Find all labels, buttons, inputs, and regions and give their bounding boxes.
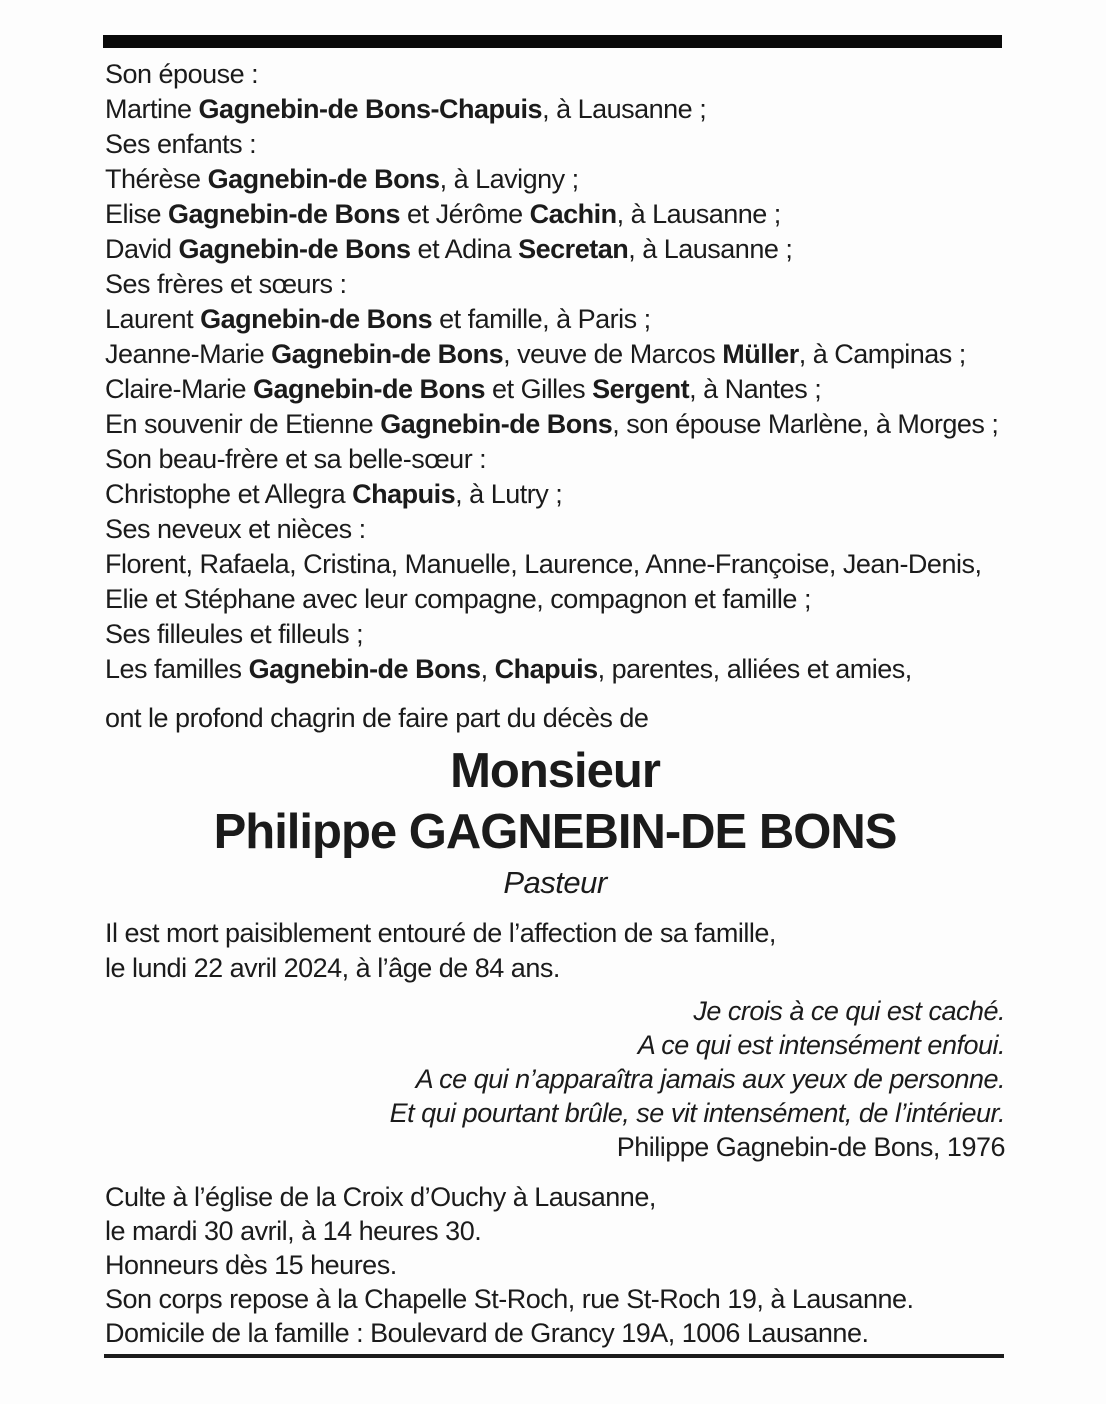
ceremony-details <box>105 1180 1005 1350</box>
family-line <box>105 617 1005 652</box>
bottom-rule <box>104 1354 1004 1358</box>
text-segment: , parentes, alliées et amies, <box>597 654 912 684</box>
quote-attribution: Philippe Gagnebin-de Bons, 1976 <box>616 1132 1005 1162</box>
text-segment: Les familles <box>105 654 249 684</box>
text-segment: Jeanne-Marie <box>105 339 272 369</box>
family-line <box>105 337 1005 372</box>
family-name: Secretan <box>518 234 629 264</box>
quote-line: Je crois à ce qui est caché. <box>693 996 1005 1026</box>
family-line <box>105 57 1005 92</box>
text-segment: , à Lavigny ; <box>439 164 579 194</box>
text-segment: Elise <box>105 199 169 229</box>
deceased-role: Pasteur <box>503 865 607 900</box>
text-segment: et Jérôme <box>400 199 530 229</box>
text-segment: , à Lausanne ; <box>542 94 707 124</box>
text-segment: Ses filleules et filleuls ; <box>105 619 364 649</box>
text-segment: et famille, à Paris ; <box>432 304 651 334</box>
text-segment: Ses frères et sœurs : <box>105 269 347 299</box>
text-segment: En souvenir de Etienne <box>105 409 381 439</box>
family-name: Müller <box>722 339 799 369</box>
text-segment: Claire-Marie <box>105 374 254 404</box>
text-segment: , à Lausanne ; <box>616 199 781 229</box>
family-name: Gagnebin-de Bons <box>253 374 486 404</box>
family-name: Gagnebin-de Bons <box>248 654 481 684</box>
family-line <box>105 127 1005 162</box>
text-segment: , <box>480 654 495 684</box>
ceremony-line: Honneurs dès 15 heures. <box>105 1250 397 1280</box>
death-statement <box>105 916 1005 986</box>
text-segment: , à Lutry ; <box>455 479 563 509</box>
family-line <box>105 232 1005 267</box>
text-segment: Thérèse <box>105 164 208 194</box>
ceremony-line: Domicile de la famille : Boulevard de Grancy 19A, 1006 Lausanne. <box>105 1318 869 1348</box>
family-line <box>105 582 1005 617</box>
family-line <box>105 512 1005 547</box>
deceased-name: Philippe GAGNEBIN-DE BONS <box>213 805 897 859</box>
text-segment: Son beau-frère et sa belle-sœur : <box>105 444 487 474</box>
ceremony-line: Culte à l’église de la Croix d’Ouchy à Lausanne, <box>105 1182 656 1212</box>
family-line <box>105 652 1005 687</box>
text-segment: Christophe et Allegra <box>105 479 353 509</box>
family-name: Gagnebin-de Bons <box>168 199 401 229</box>
family-name: Sergent <box>592 374 690 404</box>
text-segment: Son épouse : <box>105 59 259 89</box>
text-segment: et Gilles <box>485 374 593 404</box>
family-name: Gagnebin-de Bons-Chapuis <box>198 94 543 124</box>
death-line: Il est mort paisiblement entouré de l’affection de sa famille, <box>105 918 776 948</box>
text-segment: Ses enfants : <box>105 129 257 159</box>
memorial-quote <box>105 994 1005 1130</box>
family-line <box>105 407 1005 442</box>
family-name: Chapuis <box>494 654 598 684</box>
text-segment: et Adina <box>410 234 519 264</box>
family-name: Gagnebin-de Bons <box>178 234 411 264</box>
text-segment: , son épouse Marlène, à Morges ; <box>612 409 999 439</box>
text-segment: Laurent <box>105 304 201 334</box>
text-segment: , à Nantes ; <box>689 374 822 404</box>
text-segment: Elie et Stéphane avec leur compagne, compagnon et famille ; <box>105 584 811 614</box>
text-segment: Martine <box>105 94 199 124</box>
quote-line: Et qui pourtant brûle, se vit intensément, de l’intérieur. <box>389 1098 1005 1128</box>
family-line <box>105 477 1005 512</box>
text-segment: Florent, Rafaela, Cristina, Manuelle, Laurence, Anne-Françoise, Jean-Denis, <box>105 549 982 579</box>
family-line <box>105 302 1005 337</box>
quote-line: A ce qui est intensément enfoui. <box>637 1030 1005 1060</box>
family-name: Gagnebin-de Bons <box>271 339 504 369</box>
family-line <box>105 197 1005 232</box>
family-line <box>105 162 1005 197</box>
family-name: Cachin <box>529 199 617 229</box>
family-name: Chapuis <box>352 479 456 509</box>
family-name: Gagnebin-de Bons <box>200 304 433 334</box>
family-line <box>105 547 1005 582</box>
text-segment: David <box>105 234 179 264</box>
family-line <box>105 442 1005 477</box>
text-segment: , à Lausanne ; <box>628 234 793 264</box>
death-line: le lundi 22 avril 2024, à l’âge de 84 ans. <box>105 953 560 983</box>
family-name: Gagnebin-de Bons <box>207 164 440 194</box>
quote-line: A ce qui n’apparaîtra jamais aux yeux de personne. <box>415 1064 1005 1094</box>
family-line <box>105 92 1005 127</box>
ceremony-line: le mardi 30 avril, à 14 heures 30. <box>105 1216 482 1246</box>
family-line <box>105 372 1005 407</box>
deceased-honorific: Monsieur <box>450 744 660 798</box>
intro-line: ont le profond chagrin de faire part du décès de <box>105 703 649 733</box>
text-segment: Ses neveux et nièces : <box>105 514 366 544</box>
text-segment: , veuve de Marcos <box>503 339 723 369</box>
family-list <box>105 57 1005 687</box>
notice-content <box>105 57 1005 1350</box>
text-segment: , à Campinas ; <box>798 339 966 369</box>
ceremony-line: Son corps repose à la Chapelle St-Roch, rue St-Roch 19, à Lausanne. <box>105 1284 914 1314</box>
family-line <box>105 267 1005 302</box>
deceased-titles <box>105 742 1005 902</box>
family-name: Gagnebin-de Bons <box>380 409 613 439</box>
top-black-bar <box>103 35 1002 48</box>
